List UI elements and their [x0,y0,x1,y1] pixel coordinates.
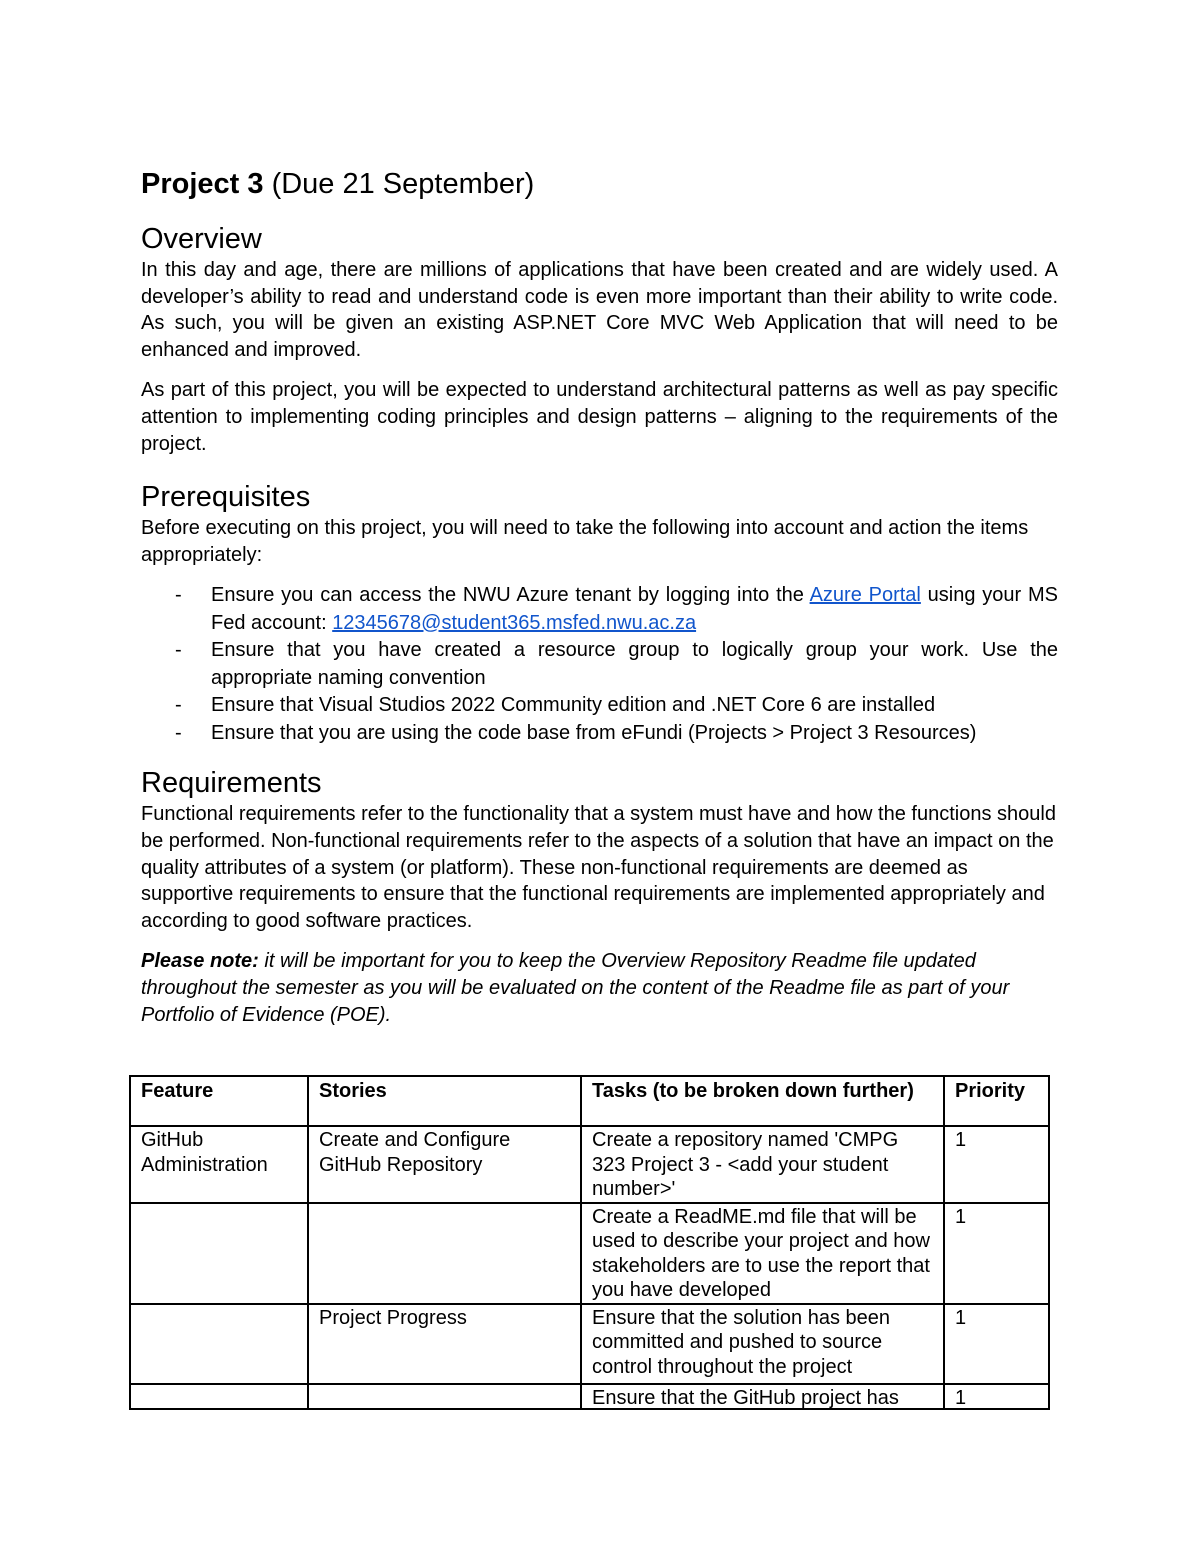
page-title [141,165,1058,203]
cell-story-text [319,1386,570,1408]
cell-task [581,1384,944,1409]
cell-priority: 1 [944,1203,1049,1304]
title-due-date: (Due 21 September) [271,168,535,200]
cell-story: Project Progress [308,1304,581,1384]
table-row [130,1203,1049,1304]
cell-feature [130,1384,308,1409]
overview-paragraph-2: As part of this project, you will be expected to understand architectural patterns as well as pay specific attention to implementing coding principles and design patterns – aligning to the requirements of the project. [141,379,1058,455]
prereq-item-1-text: Ensure you can access the NWU Azure tenant by logging into the [211,584,810,607]
cell-story [308,1203,581,1304]
list-item [141,720,1058,748]
cell-task: Ensure that the solution has been committed and pushed to source control throughout the project [581,1304,944,1384]
dash-bullet: - [175,584,182,607]
cell-story: Create and Configure GitHub Repository [308,1126,581,1203]
cell-task: Create a ReadME.md file that will be used to describe your project and how stakeholders are to use the report that you have developed [581,1203,944,1304]
document-page [141,165,1058,1042]
list-item [141,692,1058,720]
cell-feature: GitHub Administration [130,1126,308,1203]
prereq-item-3-text: Ensure that Visual Studios 2022 Community edition and .NET Core 6 are installed [211,694,936,717]
prereq-item-1-mid: using your MS Fed account: [211,584,1058,634]
header-stories: Stories [308,1076,581,1126]
cell-priority [944,1384,1049,1409]
cell-priority-text: 1 [955,1386,967,1408]
cell-story [308,1384,581,1409]
cell-priority: 1 [944,1304,1049,1384]
requirements-table [129,1075,1050,1410]
requirements-heading: Requirements [141,767,322,800]
table-header-row [130,1076,1049,1126]
header-priority: Priority [944,1076,1049,1126]
cell-feature [130,1203,308,1304]
prerequisites-heading: Prerequisites [141,481,311,514]
cell-task: Create a repository named 'CMPG 323 Project 3 - <add your student number>' [581,1126,944,1203]
dash-bullet: - [175,721,182,744]
prereq-item-2-text: Ensure that you have created a resource group to logically group your work. Use the appropriate naming convention [211,639,1058,689]
list-item [141,637,1058,692]
note-text: it will be important for you to keep the Overview Repository Readme file updated throughout the semester as you will be evaluated on the content of the Readme file as part of your Portfolio of Evidence (POE). [141,950,1010,1026]
dash-bullet: - [175,694,182,717]
dash-bullet: - [175,639,182,662]
msfed-email-link[interactable]: 12345678@student365.msfed.nwu.ac.za [332,611,697,634]
cell-feature-text [141,1386,297,1408]
prerequisites-list [141,582,1058,747]
requirements-paragraph: Functional requirements refer to the functionality that a system must have and how the functions should be performed. Non-functional requirements refer to the aspects of a solution that have an impact on the quality attributes of a system (or platform). These non-functional requirements are deemed as supportive requirements to ensure that the functional requirements are implemented appropriately and according to good software practices. [141,803,1056,932]
prerequisites-intro: Before executing on this project, you will need to take the following into account and action the items appropriately: [141,517,1029,566]
title-project: Project 3 [141,168,264,200]
prereq-item-4-text: Ensure that you are using the code base from eFundi (Projects > Project 3 Resources) [211,721,977,744]
table-row [130,1126,1049,1203]
overview-paragraph-1: In this day and age, there are millions of applications that have been created and are widely used. A developer’s ability to read and understand code is even more important than their ability to write code. As such, you will be given an existing ASP.NET Core MVC Web Application that will need to be enhanced and improved. [141,259,1058,361]
note-label: Please note: [141,950,259,973]
header-feature: Feature [130,1076,308,1126]
cell-feature [130,1304,308,1384]
azure-portal-link[interactable]: Azure Portal [809,584,921,607]
please-note-paragraph [141,948,1058,1028]
header-tasks: Tasks (to be broken down further) [581,1076,944,1126]
overview-heading: Overview [141,223,262,255]
table-row [130,1304,1049,1384]
table-row [130,1384,1049,1409]
cell-priority: 1 [944,1126,1049,1203]
cell-task-text: Ensure that the GitHub project has [592,1386,899,1408]
list-item [141,582,1058,637]
